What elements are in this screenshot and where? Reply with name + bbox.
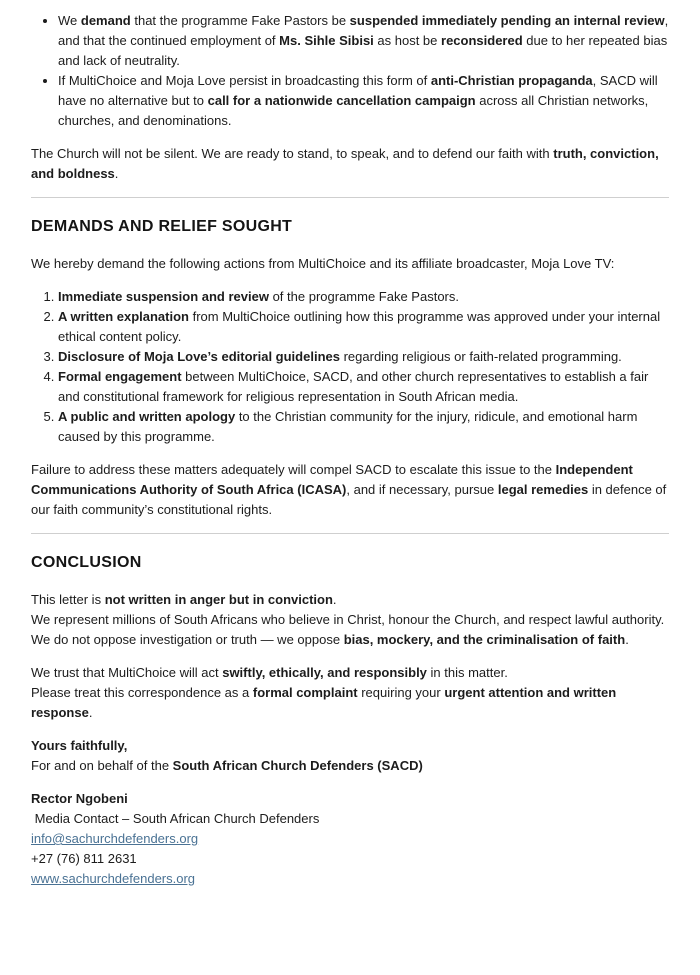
bullet-cancellation-campaign [58, 71, 669, 131]
bold-text-run: truth, conviction, and boldness [31, 146, 663, 181]
bold-text-run: A public and written apology [58, 409, 236, 424]
bold-text-run: demand [80, 13, 131, 28]
bold-text-run: Formal engagement [58, 369, 182, 384]
text-run: as host be [373, 33, 442, 48]
bold-text-run: call for a nationwide cancellation campaign [207, 93, 476, 108]
bold-text-run: Ms. Sihle Sibisi [279, 33, 374, 48]
text-run: across all Christian networks, churches, and denominations. [58, 93, 649, 128]
text-run: , and that the continued employment of [58, 13, 669, 48]
text-run: The Church will not be silent. We are ready to stand, to speak, and to defend our faith with [31, 146, 554, 161]
bold-text-run: A written explanation [58, 309, 189, 324]
text-run: to the Christian community for the injury, ridicule, and emotional harm caused by this programme. [58, 409, 638, 444]
text-run: between MultiChoice, SACD, and other church representatives to establish a fair and constitutional framework for religious representation in South African media. [58, 369, 649, 404]
text-run: regarding religious or faith-related programming. [339, 349, 622, 364]
text-run: in defence of our faith community’s constitutional rights. [31, 482, 670, 517]
bold-text-run: reconsidered [441, 33, 523, 48]
website-link[interactable]: www.sachurchdefenders.org [31, 871, 196, 886]
demand-3-disclosure-guidelines [58, 347, 669, 367]
bold-text-run: suspended immediately pending an internal review [349, 13, 665, 28]
trust-paragraph [31, 663, 669, 723]
text-run: requiring your [357, 685, 445, 700]
conviction-paragraph [31, 590, 669, 650]
bullet-suspension-demand [58, 11, 669, 71]
text-run: in this matter. [426, 665, 508, 680]
text-run: , SACD will have no alternative but to [58, 73, 658, 108]
text-run: If MultiChoice and Moja Love persist in broadcasting this form of [58, 73, 431, 88]
section-divider-1 [31, 197, 669, 198]
escalation-paragraph [31, 460, 669, 520]
text-run: For and on behalf of the [31, 758, 173, 773]
bold-text-run: anti-Christian propaganda [430, 73, 593, 88]
bold-text-run: Immediate suspension and review [58, 289, 269, 304]
signoff-paragraph [31, 736, 669, 776]
demand-bullet-list [31, 11, 669, 131]
letter-body [31, 11, 669, 889]
bold-text-run: bias, mockery, and the criminalisation of faith [343, 632, 626, 647]
text-run: from MultiChoice outlining how this programme was approved under your internal ethical content policy. [58, 309, 661, 344]
text-run: This letter is [31, 592, 105, 607]
bold-text-run: South African Church Defenders (SACD) [172, 758, 423, 773]
bold-text-run: not written in anger but in conviction [104, 592, 333, 607]
bold-text-run: legal remedies [497, 482, 589, 497]
bold-text-run: urgent attention and written response [31, 685, 620, 720]
email-link[interactable]: info@sachurchdefenders.org [31, 831, 199, 846]
bold-text-run: Rector Ngobeni [31, 791, 128, 806]
text-run: We represent millions of South Africans who believe in Christ, honour the Church, and respect lawful authority. We do not oppose investigation or truth — we oppose [31, 612, 668, 647]
text-run: , and if necessary, pursue [346, 482, 498, 497]
demands-heading: DEMANDS AND RELIEF SOUGHT [31, 218, 293, 235]
text-run: that the programme Fake Pastors be [130, 13, 350, 28]
bold-text-run: Independent Communications Authority of South Africa (ICASA) [31, 462, 637, 497]
conclusion-heading: CONCLUSION [31, 554, 142, 571]
bold-text-run: formal complaint [252, 685, 358, 700]
text-run: Media Contact – South African Church Defenders [31, 811, 320, 826]
demand-2-written-explanation [58, 307, 669, 347]
demand-4-formal-engagement [58, 367, 669, 407]
demands-intro-paragraph [31, 254, 669, 274]
text-run: . [114, 166, 119, 181]
text-run: . [332, 592, 337, 607]
text-run: We [58, 13, 81, 28]
contact-block [31, 789, 669, 889]
text-run: Failure to address these matters adequately will compel SACD to escalate this issue to the [31, 462, 556, 477]
text-run: +27 (76) 811 2631 [31, 851, 137, 866]
church-not-silent-paragraph [31, 144, 669, 184]
bold-text-run: Yours faithfully, [31, 738, 128, 753]
text-run: . [625, 632, 629, 647]
demand-1-immediate-suspension [58, 287, 669, 307]
section-divider-2 [31, 533, 669, 534]
text-run: due to her repeated bias and lack of neutrality. [58, 33, 668, 68]
text-run: We trust that MultiChoice will act [31, 665, 223, 680]
bold-text-run: Disclosure of Moja Love’s editorial guidelines [58, 349, 340, 364]
demand-5-public-apology [58, 407, 669, 447]
bold-text-run: swiftly, ethically, and responsibly [222, 665, 427, 680]
text-run: Please treat this correspondence as a [31, 685, 253, 700]
demands-numbered-list [31, 287, 669, 447]
text-run: of the programme Fake Pastors. [268, 289, 459, 304]
text-run: . [88, 705, 93, 720]
text-run: We hereby demand the following actions from MultiChoice and its affiliate broadcaster, Moja Love TV: [31, 256, 615, 271]
